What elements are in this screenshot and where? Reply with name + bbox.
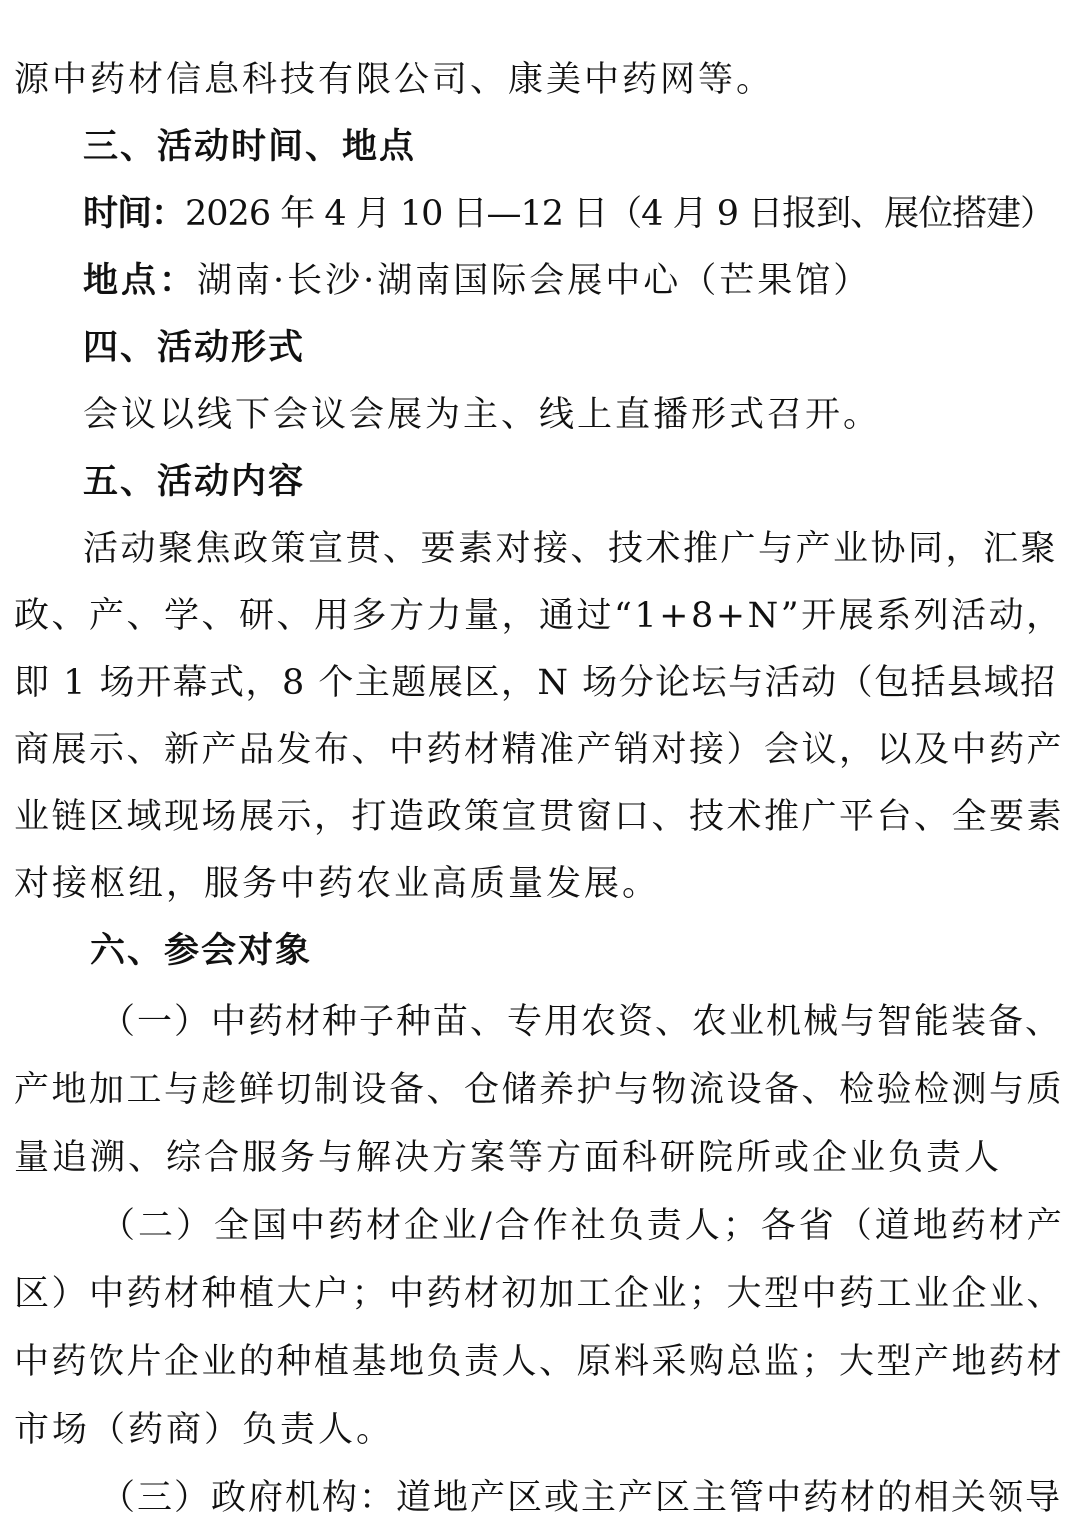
paragraph-line: 商展示、新产品发布、中药材精准产销对接）会议，以及中药产 (14, 730, 1065, 770)
time-label: 时间： (83, 193, 186, 234)
section-heading-attendees: 六、参会对象 (90, 930, 313, 971)
paragraph-line: 会议以线下会议会展为主、线上直播形式召开。 (83, 395, 882, 435)
paragraph-line: 即 1 场开幕式，8 个主题展区，N 场分论坛与活动（包括县域招 (14, 663, 1057, 703)
paragraph-line: 产地加工与趁鲜切制设备、仓储养护与物流设备、检验检测与质 (14, 1070, 1065, 1110)
section-heading-content: 五、活动内容 (83, 461, 306, 502)
paragraph-line: （二）全国中药材企业/合作社负责人；各省（道地药材产 (100, 1206, 1065, 1246)
paragraph-line: 对接枢纽，服务中药农业高质量发展。 (14, 864, 661, 904)
paragraph-line: 市场（药商）负责人。 (14, 1410, 395, 1450)
place-value: 湖南·长沙·湖南国际会展中心（芒果馆） (197, 261, 872, 301)
paragraph-line: 活动聚焦政策宣贯、要素对接、技术推广与产业协同，汇聚 (83, 529, 1059, 569)
place-line (83, 255, 871, 307)
section-heading-format: 四、活动形式 (83, 327, 306, 368)
place-label: 地点： (83, 260, 198, 301)
time-line (83, 188, 1054, 240)
paragraph-line: （一）中药材种子种苗、专用农资、农业机械与智能装备、 (100, 1002, 1063, 1042)
section-heading-time-place: 三、活动时间、地点 (83, 126, 417, 167)
paragraph-line: 政、产、学、研、用多方力量，通过“1+8+N”开展系列活动， (14, 596, 1064, 636)
paragraph-line: （三）政府机构：道地产区或主产区主管中药材的相关领导 (100, 1478, 1063, 1518)
paragraph-line: 中药饮片企业的种植基地负责人、原料采购总监；大型产地药材 (14, 1342, 1065, 1382)
paragraph-line: 业链区域现场展示，打造政策宣贯窗口、技术推广平台、全要素 (14, 797, 1065, 837)
paragraph-line: 区）中药材种植大户；中药材初加工企业；大型中药工业企业、 (14, 1274, 1065, 1314)
time-value: 2026 年 4 月 10 日—12 日（4 月 9 日报到、展位搭建） (185, 194, 1055, 234)
paragraph-line: 源中药材信息科技有限公司、康美中药网等。 (14, 60, 775, 100)
paragraph-line: 量追溯、综合服务与解决方案等方面科研院所或企业负责人 (14, 1138, 1003, 1178)
